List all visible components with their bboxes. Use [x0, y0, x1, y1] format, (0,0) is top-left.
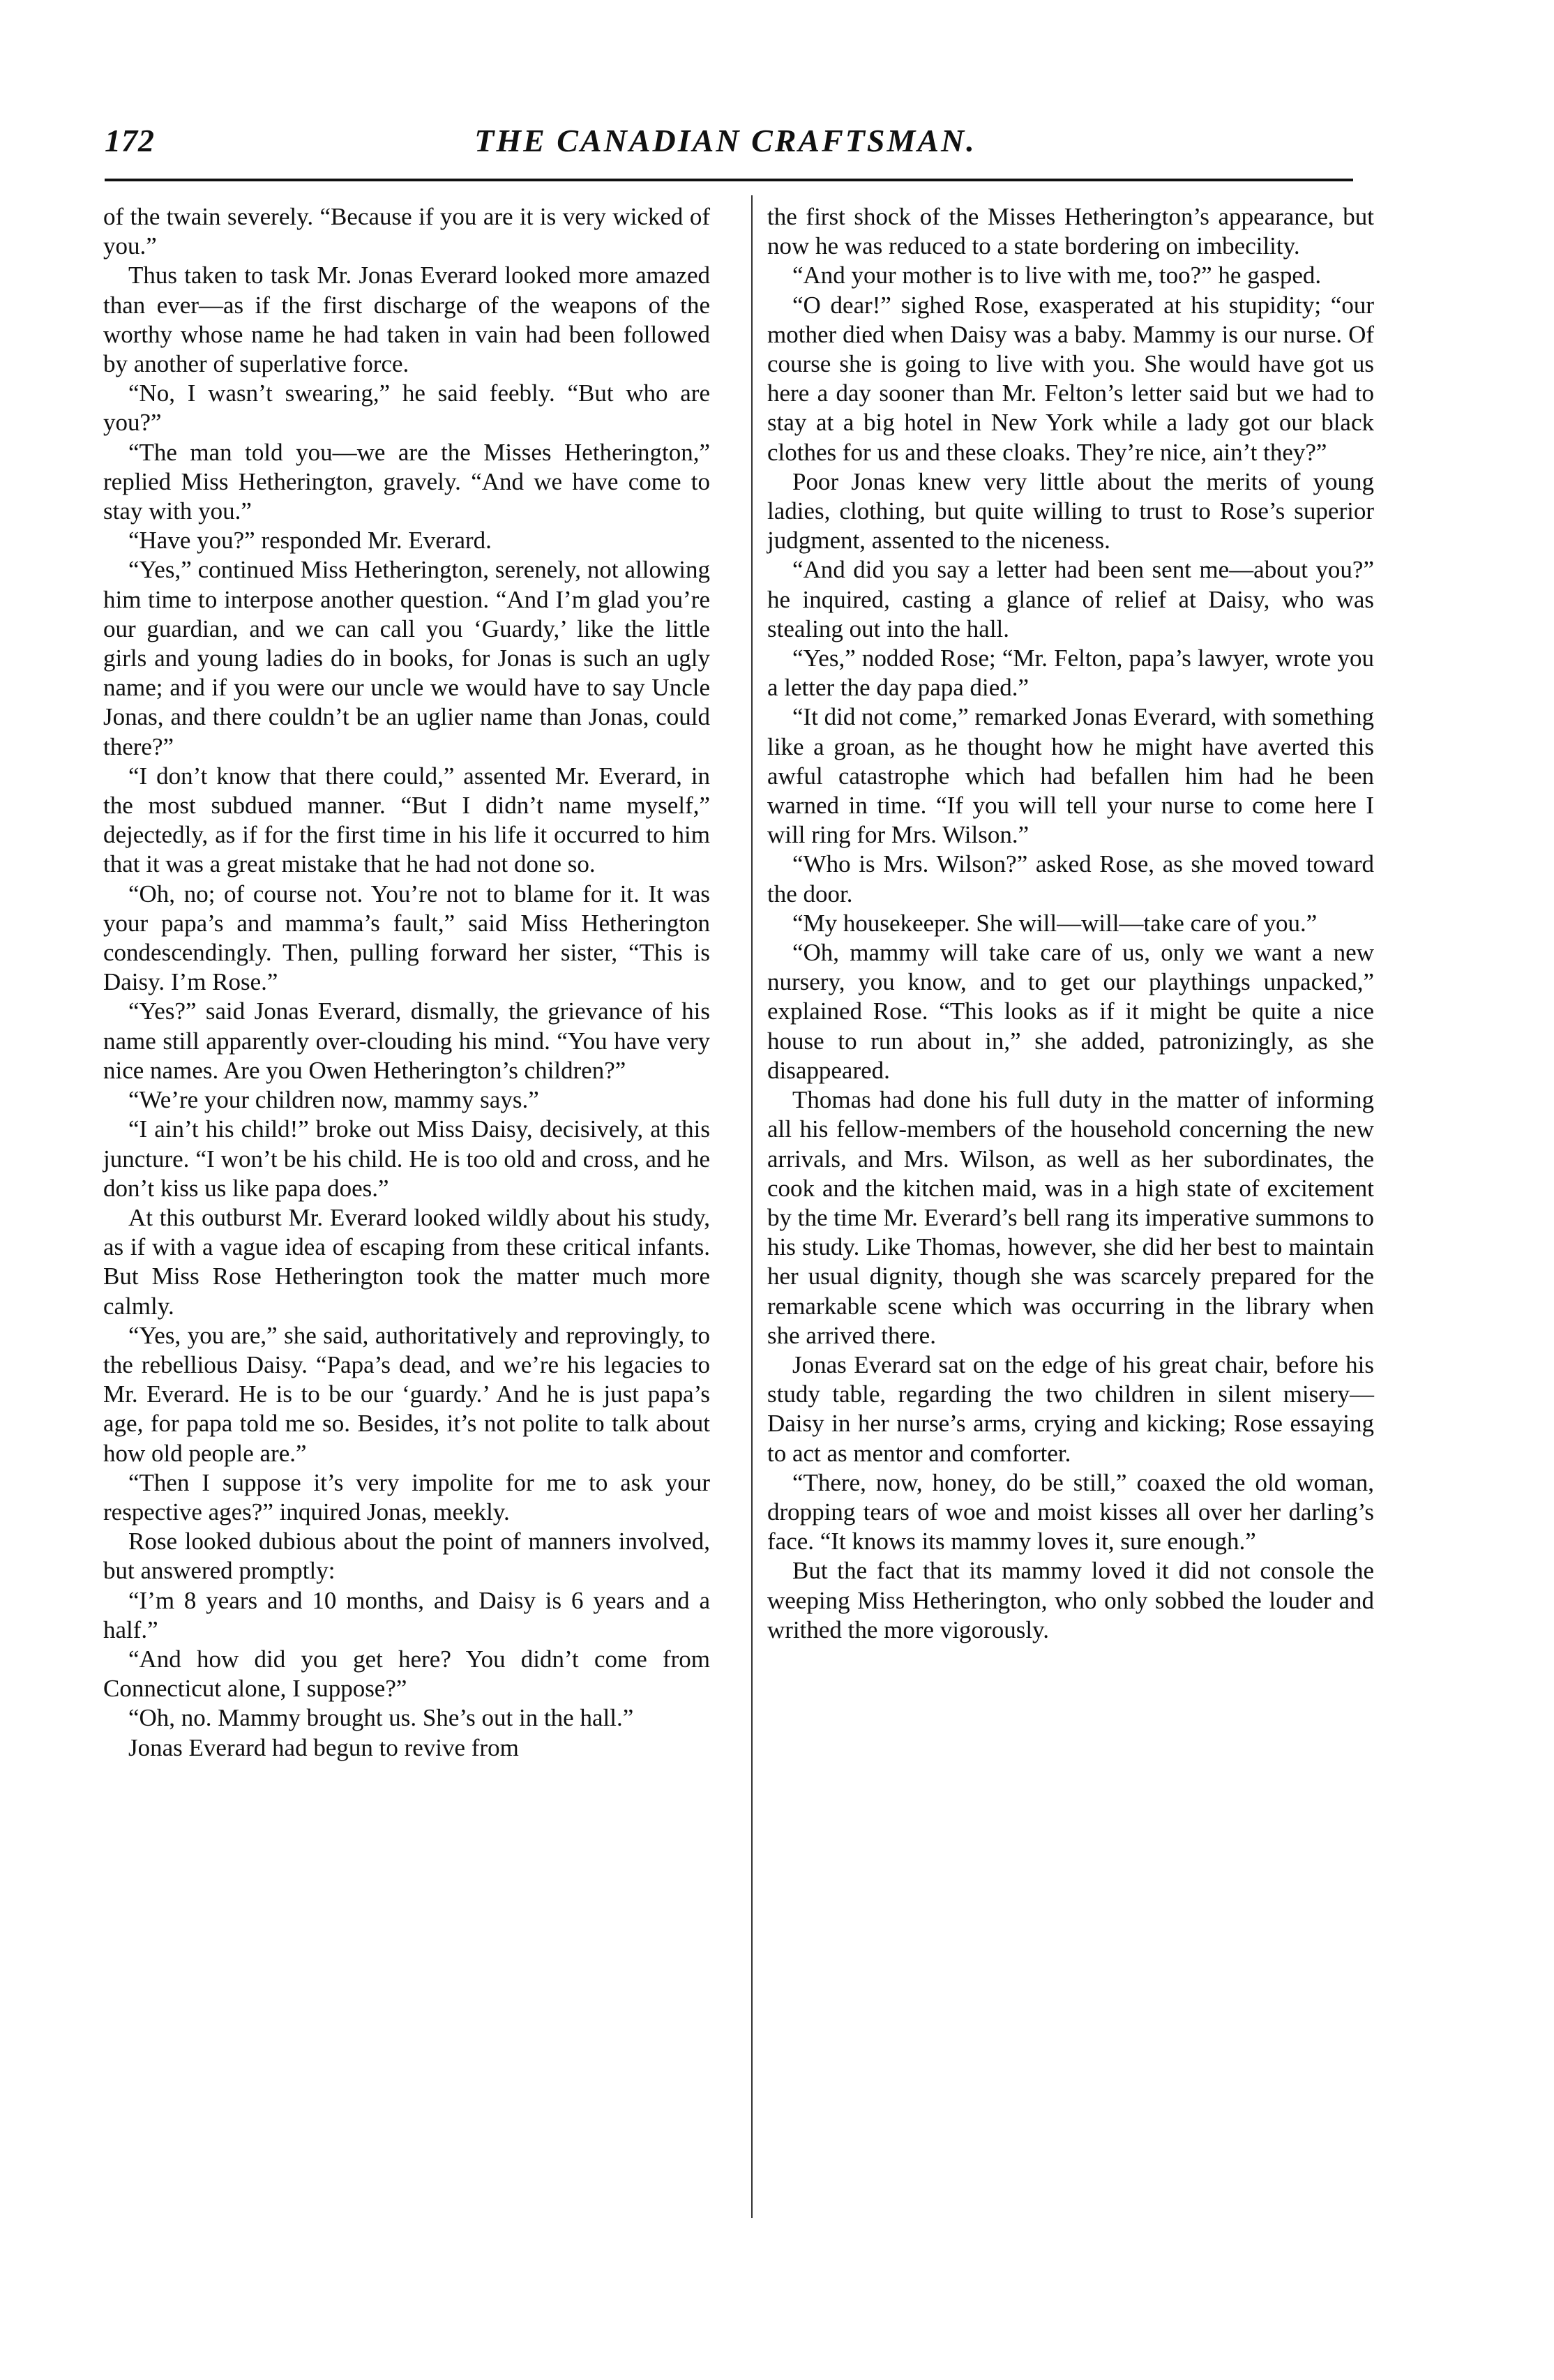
paragraph: “Oh, mammy will take care of us, only we want a new nursery, you know, and to get our playthings unpacked,” explained Rose. “This looks as if it might be quite a nice house to run about in,” she added, patronizingly, as she disappeared.	[767, 939, 1374, 1084]
paragraph: “I don’t know that there could,” assented Mr. Everard, in the most subdued manner. “But I didn’t name myself,” dejectedly, as if for the first time in his life it occurred to him that it was a great mistake that he had not done so.	[103, 762, 710, 878]
running-title: THE CANADIAN CRAFTSMAN.	[474, 123, 976, 158]
paragraph: “And how did you get here? You didn’t come from Connecticut alone, I suppose?”	[103, 1645, 710, 1703]
paragraph: “O dear!” sighed Rose, exasperated at his stupidity; “our mother died when Daisy was a baby. Mammy is our nurse. Of course she is going to live with you. She would have got us here a day sooner than Mr. Felton’s letter said but we had to stay at a big hotel in New York while a lady got our black clothes for us and these cloaks. They’re nice, ain’t they?”	[767, 291, 1374, 466]
paragraph: “Who is Mrs. Wilson?” asked Rose, as she moved toward the door.	[767, 850, 1374, 907]
paragraph: But the fact that its mammy loved it did not console the weeping Miss Hetherington, who only sobbed the louder and writhed the more vigorously.	[767, 1557, 1374, 1643]
paragraph: At this outburst Mr. Everard looked wildly about his study, as if with a vague idea of escaping from these critical infants. But Miss Rose Hetherington took the matter much more calmly.	[103, 1203, 710, 1320]
paragraph: “And your mother is to live with me, too?” he gasped.	[792, 262, 1322, 289]
paragraph: Thomas had done his full duty in the matter of informing all his fellow-members of the household concerning the new arrivals, and Mrs. Wilson, as well as her subordinates, the cook and the kitchen maid, was in a high state of excitement by the time Mr. Everard’s bell rang its imperative summons to his study. Like Thomas, however, she did her best to maintain her usual dignity, though she was scarcely prepared for the remarkable scene which was occurring in the library when she arrived there.	[767, 1086, 1374, 1349]
right-column	[767, 202, 1374, 1645]
paragraph: of the twain severely. “Because if you are it is very wicked of you.”	[103, 203, 710, 260]
paragraph: “Yes?” said Jonas Everard, dismally, the grievance of his name still apparently over-clouding his mind. “You have very nice names. Are you Owen Hetherington’s children?”	[103, 997, 710, 1084]
paragraph: “We’re your children now, mammy says.”	[128, 1086, 539, 1114]
paragraph: “Oh, no; of course not. You’re not to blame for it. It was your papa’s and mamma’s fault,” said Miss Hetherington condescendingly. Then, pulling forward her sister, “This is Daisy. I’m Rose.”	[103, 880, 710, 996]
paragraph: the first shock of the Misses Hetherington’s appearance, but now he was reduced to a state bordering on imbecility.	[767, 203, 1374, 260]
paragraph: “I’m 8 years and 10 months, and Daisy is 6 years and a half.”	[103, 1586, 710, 1643]
page-header	[105, 122, 1346, 171]
paragraph: “There, now, honey, do be still,” coaxed the old woman, dropping tears of woe and moist kisses all over her darling’s face. “It knows its mammy loves it, sure enough.”	[767, 1468, 1374, 1556]
paragraph: “And did you say a letter had been sent me—about you?” he inquired, casting a glance of relief at Daisy, who was stealing out into the hall.	[767, 556, 1374, 642]
paragraph: “Oh, no. Mammy brought us. She’s out in the hall.”	[128, 1704, 634, 1732]
paragraph: “The man told you—we are the Misses Hetherington,” replied Miss Hetherington, gravely. “And we have come to stay with you.”	[103, 438, 710, 525]
paragraph: Jonas Everard sat on the edge of his great chair, before his study table, regarding the two children in silent misery—Daisy in her nurse’s arms, crying and kicking; Rose essaying to act as mentor and comforter.	[767, 1350, 1374, 1467]
paragraph: “Yes, you are,” she said, authoritatively and reprovingly, to the rebellious Daisy. “Papa’s dead, and we’re his legacies to Mr. Everard. He is to be our ‘guardy.’ And he is just papa’s age, for papa told me so. Besides, it’s not polite to talk about how old people are.”	[103, 1321, 710, 1467]
paragraph: Jonas Everard had begun to revive from	[128, 1733, 519, 1761]
paragraph: “I ain’t his child!” broke out Miss Daisy, decisively, at this juncture. “I won’t be his child. He is too old and cross, and he don’t kiss us like papa does.”	[103, 1115, 710, 1202]
paragraph: Thus taken to task Mr. Jonas Everard looked more amazed than ever—as if the first discharge of the weapons of the worthy whose name he had taken in vain had been followed by another of superlative force.	[103, 262, 710, 378]
paragraph: “It did not come,” remarked Jonas Everard, with something like a groan, as he thought how he might have averted this awful catastrophe which had befallen him had he been warned in time. “If you will tell your nurse to come here I will ring for Mrs. Wilson.”	[767, 703, 1374, 849]
paragraph: “Have you?” responded Mr. Everard.	[128, 527, 492, 555]
paragraph: “Yes,” nodded Rose; “Mr. Felton, papa’s lawyer, wrote you a letter the day papa died.”	[767, 645, 1374, 702]
paragraph: Poor Jonas knew very little about the merits of young ladies, clothing, but quite willing to trust to Rose’s superior judgment, assented to the niceness.	[767, 467, 1374, 555]
paragraph: “Then I suppose it’s very impolite for me to ask your respective ages?” inquired Jonas, meekly.	[103, 1468, 710, 1526]
paragraph: “My housekeeper. She will—will—take care of you.”	[792, 909, 1318, 937]
paragraph: “Yes,” continued Miss Hetherington, serenely, not allowing him time to interpose another question. “And I’m glad you’re our guardian, and we can call you ‘Guardy,’ like the little girls and young ladies do in books, for Jonas is such an ugly name; and if you were our uncle we would have to say Uncle Jonas, and there couldn’t be an uglier name than Jonas, could there?”	[103, 556, 710, 760]
column-rule	[751, 195, 753, 2218]
paragraph: “No, I wasn’t swearing,” he said feebly. “But who are you?”	[103, 379, 710, 437]
page-number: 172	[105, 123, 155, 158]
header-rule	[105, 179, 1353, 181]
paragraph: Rose looked dubious about the point of manners involved, but answered promptly:	[103, 1528, 710, 1585]
left-column	[103, 202, 710, 1763]
